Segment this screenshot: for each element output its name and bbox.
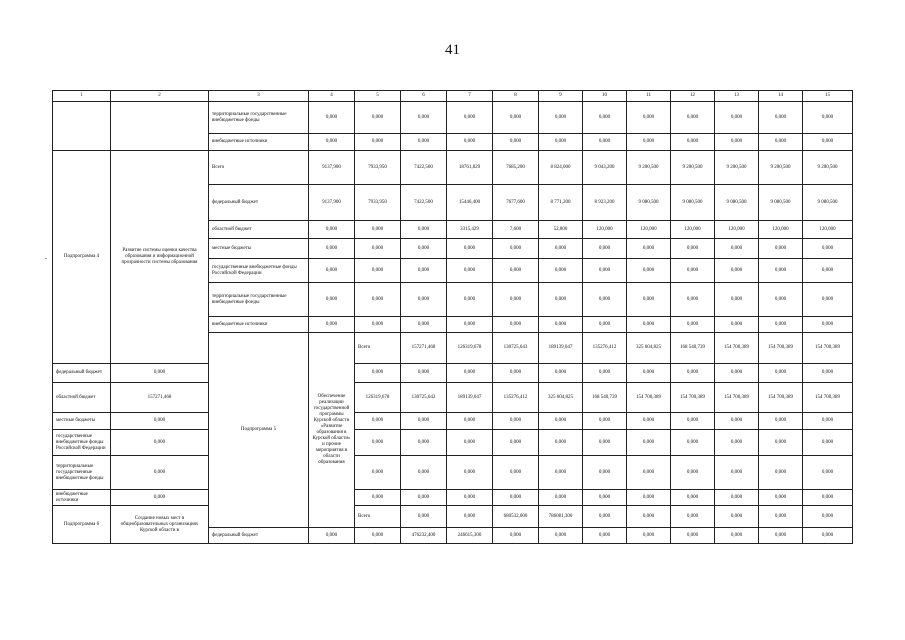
column-number: 11 bbox=[627, 91, 671, 102]
value-cell: 120,000 bbox=[759, 221, 803, 239]
value-cell: 0,000 bbox=[627, 259, 671, 283]
funding-source-cell: местные бюджеты bbox=[53, 413, 111, 430]
value-cell: 0,000 bbox=[493, 239, 539, 259]
value-cell: 0,000 bbox=[401, 134, 447, 151]
value-cell: 0,000 bbox=[447, 364, 493, 383]
value-cell: 9 080,500 bbox=[715, 185, 759, 221]
value-cell: 325 604,825 bbox=[539, 383, 583, 413]
value-cell: 154 700,389 bbox=[759, 333, 803, 364]
value-cell: 0,000 bbox=[583, 506, 627, 528]
value-cell: 0,000 bbox=[715, 430, 759, 456]
value-cell: 0,000 bbox=[715, 102, 759, 134]
funding-source-cell: территориальные государственные внебюджетные фонды bbox=[209, 102, 309, 134]
value-cell: 0,000 bbox=[401, 364, 447, 383]
value-cell: 0,000 bbox=[715, 259, 759, 283]
value-cell: 154 700,389 bbox=[715, 383, 759, 413]
column-number: 6 bbox=[401, 91, 447, 102]
value-cell: 0,000 bbox=[401, 239, 447, 259]
value-cell: 325 604,825 bbox=[627, 333, 671, 364]
subprogram-cell: Подпрограмма 5 bbox=[209, 333, 309, 528]
value-cell: 0,000 bbox=[539, 413, 583, 430]
table-row bbox=[53, 364, 853, 383]
value-cell: 0,000 bbox=[539, 259, 583, 283]
value-cell: 0,000 bbox=[309, 102, 355, 134]
value-cell: 0,000 bbox=[583, 317, 627, 333]
value-cell: 0,000 bbox=[111, 413, 209, 430]
value-cell: 157271,468 bbox=[401, 333, 447, 364]
value-cell: 0,000 bbox=[627, 364, 671, 383]
value-cell: 0,000 bbox=[671, 317, 715, 333]
funding-source-cell: государственные внебюджетные фонды Российской Федерации bbox=[53, 430, 111, 456]
value-cell: 0,000 bbox=[583, 528, 627, 544]
value-cell: 0,000 bbox=[447, 413, 493, 430]
column-number-row bbox=[53, 91, 853, 102]
margin-dash: - bbox=[45, 256, 47, 262]
value-cell: 0,000 bbox=[355, 317, 401, 333]
value-cell: 120,000 bbox=[627, 221, 671, 239]
value-cell: 7685,200 bbox=[493, 151, 539, 185]
value-cell: 0,000 bbox=[539, 102, 583, 134]
value-cell: 0,000 bbox=[309, 259, 355, 283]
value-cell: 120,000 bbox=[715, 221, 759, 239]
value-cell: 135276,412 bbox=[583, 333, 627, 364]
value-cell: 0,000 bbox=[401, 413, 447, 430]
value-cell: 0,000 bbox=[111, 430, 209, 456]
subprogram-cell: Подпрограмма 4 bbox=[53, 151, 111, 364]
value-cell: 0,000 bbox=[493, 259, 539, 283]
value-cell: 120,000 bbox=[803, 221, 853, 239]
value-cell: 154 700,389 bbox=[803, 333, 853, 364]
value-cell: 9137,900 bbox=[309, 151, 355, 185]
value-cell: 786081,300 bbox=[539, 506, 583, 528]
value-cell: 0,000 bbox=[447, 317, 493, 333]
value-cell: 0,000 bbox=[803, 430, 853, 456]
funding-source-cell: внебюджетные источники bbox=[53, 490, 111, 506]
column-number: 9 bbox=[539, 91, 583, 102]
value-cell: 0,000 bbox=[355, 490, 401, 506]
column-number: 7 bbox=[447, 91, 493, 102]
value-cell: 120,000 bbox=[583, 221, 627, 239]
value-cell: 9 080,500 bbox=[803, 185, 853, 221]
value-cell: 0,000 bbox=[355, 413, 401, 430]
value-cell: 9 080,500 bbox=[671, 185, 715, 221]
value-cell: 0,000 bbox=[447, 134, 493, 151]
value-cell: 0,000 bbox=[715, 528, 759, 544]
value-cell: 7933,950 bbox=[355, 151, 401, 185]
budget-table bbox=[52, 90, 853, 544]
funding-source-cell: внебюджетные источники bbox=[209, 317, 309, 333]
funding-source-cell: федеральный бюджет bbox=[53, 364, 111, 383]
value-cell: 157271,468 bbox=[111, 383, 209, 413]
page-number: 41 bbox=[445, 42, 460, 58]
value-cell: 9 080,500 bbox=[759, 185, 803, 221]
value-cell: 0,000 bbox=[401, 430, 447, 456]
value-cell: 0,000 bbox=[671, 506, 715, 528]
value-cell: 0,000 bbox=[447, 456, 493, 490]
value-cell: 154 700,389 bbox=[759, 383, 803, 413]
value-cell: 0,000 bbox=[627, 283, 671, 317]
value-cell: 0,000 bbox=[309, 221, 355, 239]
value-cell: 476232,400 bbox=[401, 528, 447, 544]
column-number: 3 bbox=[209, 91, 309, 102]
value-cell: 7422,500 bbox=[401, 151, 447, 185]
value-cell: 0,000 bbox=[803, 259, 853, 283]
value-cell: 0,000 bbox=[309, 283, 355, 317]
value-cell: 0,000 bbox=[447, 102, 493, 134]
value-cell: 0,000 bbox=[401, 506, 447, 528]
value-cell: 0,000 bbox=[493, 283, 539, 317]
value-cell: 0,000 bbox=[493, 134, 539, 151]
value-cell: 0,000 bbox=[803, 239, 853, 259]
value-cell: 0,000 bbox=[715, 490, 759, 506]
value-cell: 0,000 bbox=[447, 506, 493, 528]
value-cell: 0,000 bbox=[759, 413, 803, 430]
value-cell: 0,000 bbox=[309, 239, 355, 259]
value-cell: 680532,000 bbox=[493, 506, 539, 528]
column-number: 14 bbox=[759, 91, 803, 102]
funding-source-cell: Всего bbox=[209, 151, 309, 185]
value-cell: 0,000 bbox=[627, 134, 671, 151]
value-cell: 0,000 bbox=[715, 283, 759, 317]
value-cell: 0,000 bbox=[759, 283, 803, 317]
value-cell: 0,000 bbox=[583, 456, 627, 490]
value-cell: 0,000 bbox=[355, 102, 401, 134]
value-cell: 0,000 bbox=[583, 102, 627, 134]
value-cell: 0,000 bbox=[627, 430, 671, 456]
value-cell: 0,000 bbox=[401, 102, 447, 134]
value-cell: 0,000 bbox=[715, 413, 759, 430]
table-cell bbox=[53, 102, 111, 151]
value-cell: 0,000 bbox=[309, 528, 355, 544]
value-cell: 0,000 bbox=[627, 506, 671, 528]
value-cell: 0,000 bbox=[401, 490, 447, 506]
funding-source-cell: федеральный бюджет bbox=[209, 528, 309, 544]
value-cell: 0,000 bbox=[759, 134, 803, 151]
value-cell: 0,000 bbox=[355, 430, 401, 456]
column-number: 15 bbox=[803, 91, 853, 102]
value-cell: 9 200,500 bbox=[671, 151, 715, 185]
value-cell: 9 043,200 bbox=[583, 151, 627, 185]
subprogram-name-cell: Создание новых мест в общеобразовательных организациях Курской области в bbox=[111, 506, 209, 544]
value-cell: 0,000 bbox=[401, 317, 447, 333]
value-cell: 0,000 bbox=[759, 456, 803, 490]
value-cell: 126319,678 bbox=[447, 333, 493, 364]
value-cell: 0,000 bbox=[803, 413, 853, 430]
column-number: 1 bbox=[53, 91, 111, 102]
value-cell: 0,000 bbox=[539, 364, 583, 383]
value-cell: 154 700,389 bbox=[671, 383, 715, 413]
funding-source-cell: территориальные государственные внебюджетные фонды bbox=[53, 456, 111, 490]
value-cell: 0,000 bbox=[627, 456, 671, 490]
value-cell: 0,000 bbox=[493, 456, 539, 490]
value-cell: 0,000 bbox=[671, 102, 715, 134]
value-cell: 0,000 bbox=[671, 259, 715, 283]
value-cell: 0,000 bbox=[759, 317, 803, 333]
value-cell: 0,000 bbox=[803, 317, 853, 333]
value-cell: 9 200,500 bbox=[803, 151, 853, 185]
value-cell: 120,000 bbox=[671, 221, 715, 239]
value-cell: 0,000 bbox=[493, 430, 539, 456]
value-cell: 0,000 bbox=[759, 364, 803, 383]
value-cell: 0,000 bbox=[355, 134, 401, 151]
value-cell: 135276,412 bbox=[493, 383, 539, 413]
value-cell: 0,000 bbox=[803, 102, 853, 134]
column-number: 12 bbox=[671, 91, 715, 102]
value-cell: 126319,678 bbox=[355, 383, 401, 413]
value-cell: 0,000 bbox=[803, 283, 853, 317]
value-cell: 0,000 bbox=[759, 490, 803, 506]
value-cell: 8 771,200 bbox=[539, 185, 583, 221]
funding-source-cell: областной бюджет bbox=[209, 221, 309, 239]
value-cell: 0,000 bbox=[627, 490, 671, 506]
value-cell: 0,000 bbox=[355, 221, 401, 239]
value-cell: 9137,900 bbox=[309, 185, 355, 221]
value-cell: 0,000 bbox=[355, 456, 401, 490]
column-number: 2 bbox=[111, 91, 209, 102]
funding-source-cell: Всего bbox=[355, 333, 401, 364]
value-cell: 0,000 bbox=[671, 456, 715, 490]
funding-source-cell: территориальные государственные внебюджетные фонды bbox=[209, 283, 309, 317]
value-cell: 0,000 bbox=[715, 317, 759, 333]
value-cell: 0,000 bbox=[759, 102, 803, 134]
value-cell: 0,000 bbox=[539, 430, 583, 456]
value-cell: 0,000 bbox=[583, 134, 627, 151]
value-cell: 7933,950 bbox=[355, 185, 401, 221]
value-cell: 0,000 bbox=[493, 364, 539, 383]
value-cell: 0,000 bbox=[355, 259, 401, 283]
value-cell: 0,000 bbox=[583, 490, 627, 506]
value-cell: 0,000 bbox=[759, 430, 803, 456]
value-cell: 154 700,389 bbox=[627, 383, 671, 413]
value-cell: 0,000 bbox=[447, 239, 493, 259]
value-cell: 0,000 bbox=[803, 134, 853, 151]
value-cell: 0,000 bbox=[539, 528, 583, 544]
table-row bbox=[53, 490, 853, 506]
value-cell: 0,000 bbox=[627, 528, 671, 544]
value-cell: 0,000 bbox=[493, 490, 539, 506]
value-cell: 0,000 bbox=[803, 506, 853, 528]
value-cell: 0,000 bbox=[671, 430, 715, 456]
value-cell: 0,000 bbox=[111, 490, 209, 506]
table-row bbox=[53, 151, 853, 185]
value-cell: 189139,047 bbox=[447, 383, 493, 413]
value-cell: 0,000 bbox=[803, 490, 853, 506]
value-cell: 8 824,000 bbox=[539, 151, 583, 185]
value-cell: 0,000 bbox=[355, 528, 401, 544]
table-row bbox=[53, 102, 853, 134]
table-row bbox=[53, 413, 853, 430]
value-cell: 0,000 bbox=[715, 506, 759, 528]
value-cell: 0,000 bbox=[627, 239, 671, 259]
value-cell: 0,000 bbox=[671, 528, 715, 544]
value-cell: 0,000 bbox=[671, 134, 715, 151]
value-cell: 9 200,500 bbox=[715, 151, 759, 185]
value-cell: 0,000 bbox=[355, 364, 401, 383]
value-cell: 0,000 bbox=[493, 102, 539, 134]
value-cell: 0,000 bbox=[539, 490, 583, 506]
value-cell: 0,000 bbox=[715, 456, 759, 490]
funding-source-cell: Всего bbox=[355, 506, 401, 528]
value-cell: 0,000 bbox=[355, 239, 401, 259]
value-cell: 8 923,200 bbox=[583, 185, 627, 221]
value-cell: 130725,643 bbox=[401, 383, 447, 413]
funding-source-cell: государственные внебюджетные фонды Российской Федерации bbox=[209, 259, 309, 283]
table-row bbox=[53, 456, 853, 490]
table-row bbox=[53, 383, 853, 413]
value-cell: 9 200,500 bbox=[627, 151, 671, 185]
value-cell: 0,000 bbox=[671, 413, 715, 430]
value-cell: 0,000 bbox=[671, 283, 715, 317]
value-cell: 0,000 bbox=[715, 134, 759, 151]
value-cell: 0,000 bbox=[583, 259, 627, 283]
value-cell: 189139,047 bbox=[539, 333, 583, 364]
value-cell: 0,000 bbox=[715, 364, 759, 383]
table-cell bbox=[111, 102, 209, 151]
value-cell: 18761,829 bbox=[447, 151, 493, 185]
value-cell: 52,800 bbox=[539, 221, 583, 239]
value-cell: 0,000 bbox=[803, 528, 853, 544]
value-cell: 0,000 bbox=[671, 490, 715, 506]
funding-source-cell: федеральный бюджет bbox=[209, 185, 309, 221]
value-cell: 0,000 bbox=[111, 456, 209, 490]
value-cell: 15446,400 bbox=[447, 185, 493, 221]
value-cell: 0,000 bbox=[627, 317, 671, 333]
value-cell: 0,000 bbox=[671, 364, 715, 383]
value-cell: 0,000 bbox=[539, 134, 583, 151]
column-number: 8 bbox=[493, 91, 539, 102]
value-cell: 0,000 bbox=[401, 456, 447, 490]
table-row bbox=[53, 506, 853, 528]
value-cell: 7422,500 bbox=[401, 185, 447, 221]
value-cell: 0,000 bbox=[671, 239, 715, 259]
value-cell: 0,000 bbox=[759, 239, 803, 259]
column-number: 4 bbox=[309, 91, 355, 102]
value-cell: 0,000 bbox=[759, 506, 803, 528]
value-cell: 7,600 bbox=[493, 221, 539, 239]
value-cell: 0,000 bbox=[401, 283, 447, 317]
column-number: 5 bbox=[355, 91, 401, 102]
table-row bbox=[53, 430, 853, 456]
funding-source-cell: внебюджетные источники bbox=[209, 134, 309, 151]
value-cell: 168 540,739 bbox=[583, 383, 627, 413]
table-body bbox=[53, 91, 853, 544]
value-cell: 0,000 bbox=[583, 413, 627, 430]
subprogram-name-cell: Развитие системы оценки качества образования и информационной прозрачности системы образования bbox=[111, 151, 209, 364]
value-cell: 0,000 bbox=[583, 430, 627, 456]
value-cell: 0,000 bbox=[309, 134, 355, 151]
value-cell: 9 080,500 bbox=[627, 185, 671, 221]
value-cell: 0,000 bbox=[539, 317, 583, 333]
value-cell: 154 700,389 bbox=[715, 333, 759, 364]
value-cell: 9 200,500 bbox=[759, 151, 803, 185]
value-cell: 0,000 bbox=[539, 239, 583, 259]
value-cell: 0,000 bbox=[447, 490, 493, 506]
value-cell: 0,000 bbox=[447, 259, 493, 283]
value-cell: 0,000 bbox=[759, 259, 803, 283]
value-cell: 154 700,389 bbox=[803, 383, 853, 413]
value-cell: 0,000 bbox=[493, 413, 539, 430]
value-cell: 246615,300 bbox=[447, 528, 493, 544]
value-cell: 0,000 bbox=[627, 102, 671, 134]
value-cell: 0,000 bbox=[539, 456, 583, 490]
value-cell: 0,000 bbox=[803, 364, 853, 383]
value-cell: 0,000 bbox=[715, 239, 759, 259]
value-cell: 3315,429 bbox=[447, 221, 493, 239]
value-cell: 0,000 bbox=[583, 283, 627, 317]
value-cell: 7677,600 bbox=[493, 185, 539, 221]
value-cell: 0,000 bbox=[493, 528, 539, 544]
value-cell: 0,000 bbox=[583, 364, 627, 383]
subprogram-cell: Подпрограмма 6 bbox=[53, 506, 111, 544]
funding-source-cell: областной бюджет bbox=[53, 383, 111, 413]
value-cell: 0,000 bbox=[447, 283, 493, 317]
value-cell: 130725,643 bbox=[493, 333, 539, 364]
value-cell: 0,000 bbox=[583, 239, 627, 259]
subprogram-name-cell: Обеспечение реализации государственной программы Курской области «Развитие образования в Курской области» и прочие мероприятия в области образования bbox=[309, 333, 355, 528]
column-number: 10 bbox=[583, 91, 627, 102]
funding-source-cell: местные бюджеты bbox=[209, 239, 309, 259]
value-cell: 168 540,739 bbox=[671, 333, 715, 364]
value-cell: 0,000 bbox=[627, 413, 671, 430]
value-cell: 0,000 bbox=[401, 221, 447, 239]
value-cell: 0,000 bbox=[355, 283, 401, 317]
value-cell: 0,000 bbox=[309, 317, 355, 333]
value-cell: 0,000 bbox=[759, 528, 803, 544]
value-cell: 0,000 bbox=[539, 283, 583, 317]
column-number: 13 bbox=[715, 91, 759, 102]
value-cell: 0,000 bbox=[493, 317, 539, 333]
value-cell: 0,000 bbox=[803, 456, 853, 490]
value-cell: 0,000 bbox=[447, 430, 493, 456]
value-cell: 0,000 bbox=[111, 364, 209, 383]
value-cell: 0,000 bbox=[401, 259, 447, 283]
